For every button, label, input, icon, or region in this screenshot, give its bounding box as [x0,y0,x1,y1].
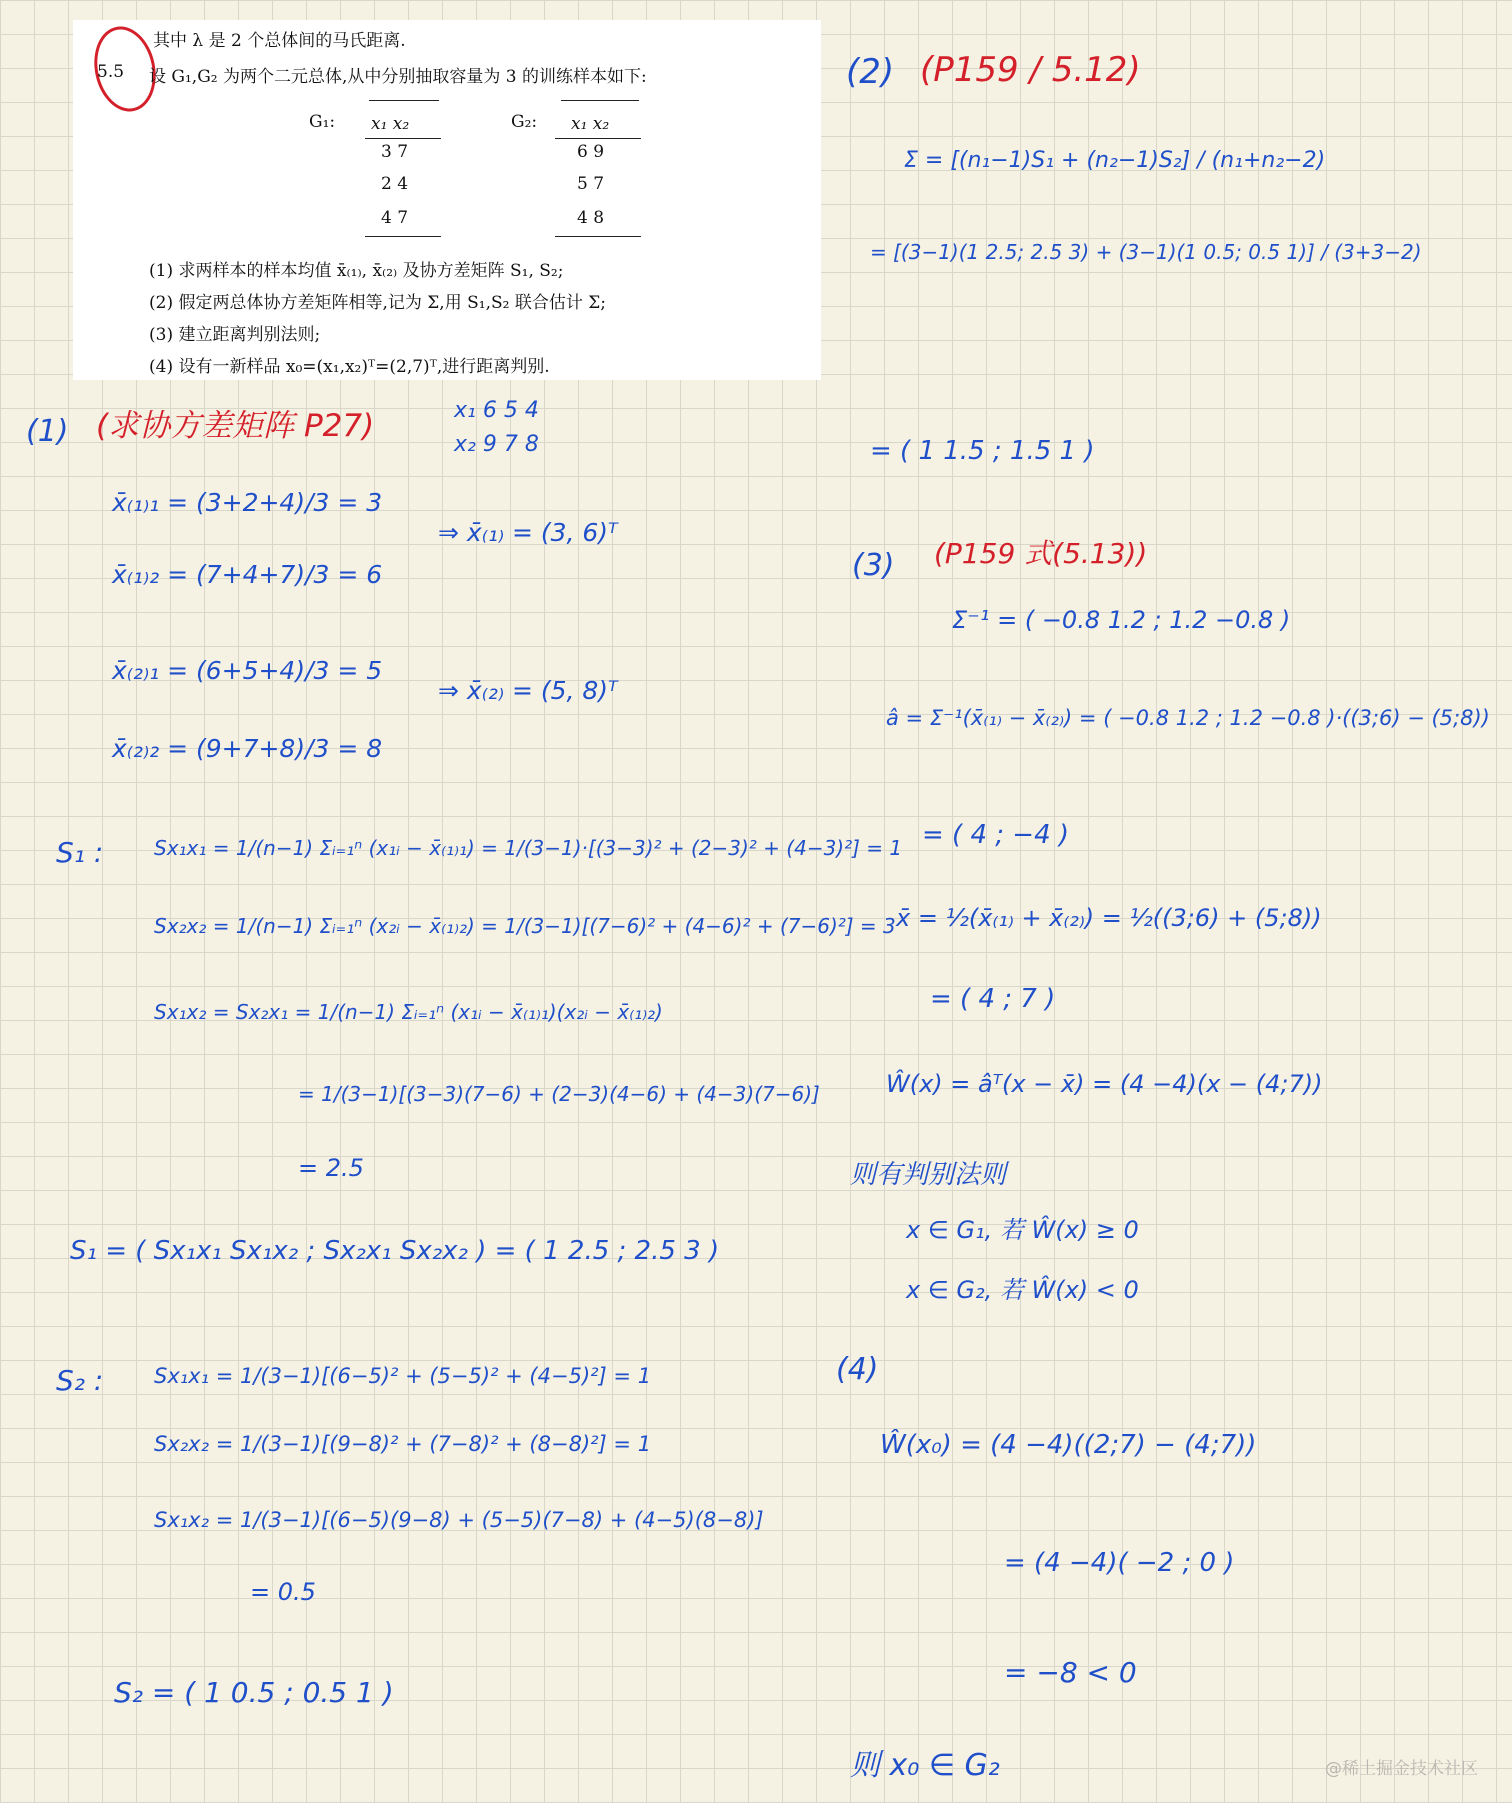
sigma-formula: Σ = [(n₁−1)S₁ + (n₂−1)S₂] / (n₁+n₂−2) [904,148,1326,173]
g2-header: x₁ x₂ [571,114,610,134]
watermark: @稀土掘金技术社区 [1325,1759,1478,1779]
part-1-note: (求协方差矩阵 P27) [96,408,375,444]
question-2: (2) 假定两总体协方差矩阵相等,记为 Σ,用 S₁,S₂ 联合估计 Σ; [149,293,606,313]
rule-g1: x ∈ G₁, 若 Ŵ(x) ≥ 0 [906,1216,1139,1244]
w-x0-step2: = (4 −4)( −2 ; 0 ) [1004,1548,1235,1578]
part-3-label: (3) [852,548,895,583]
s1-sx1x1: Sx₁x₁ = 1/(n−1) Σᵢ₌₁ⁿ (x₁ᵢ − x̄₍₁₎₁) = 1/(3−1)·[(3−3)² + (2−3)² + (4−3)²] = 1 [154,836,903,860]
rule [365,236,441,237]
sigma-result: = ( 1 1.5 ; 1.5 1 ) [870,436,1095,466]
side-x2-values: x₂ 9 7 8 [454,432,539,457]
question-3: (3) 建立距离判别法则; [149,325,321,345]
rule [555,236,641,237]
s2-label: S₂ : [56,1364,104,1397]
g2-row: 6 9 [577,142,605,162]
conclusion: 则 x₀ ∈ G₂ [850,1748,1000,1783]
w-x0-result: = −8 < 0 [1004,1656,1137,1689]
problem-statement: 设 G₁,G₂ 为两个二元总体,从中分别抽取容量为 3 的训练样本如下: [149,67,647,87]
g2-label: G₂: [511,112,538,132]
rule [369,100,439,101]
g2-row: 5 7 [577,174,605,194]
mean-1-vector: ⇒ x̄₍₁₎ = (3, 6)ᵀ [438,518,618,547]
sigma-substitution: = [(3−1)(1 2.5; 2.5 3) + (3−1)(1 0.5; 0.5 1)] / (3+3−2) [870,240,1422,264]
part-2-note: (P159 / 5.12) [920,50,1141,90]
problem-box [73,20,821,380]
s2-sx1x1: Sx₁x₁ = 1/(3−1)[(6−5)² + (5−5)² + (4−5)²] = 1 [154,1364,652,1388]
rule [561,100,639,101]
problem-number: 5.5 [97,62,125,82]
mean-2-vector: ⇒ x̄₍₂₎ = (5, 8)ᵀ [438,676,618,705]
question-1: (1) 求两样本的样本均值 x̄₍₁₎, x̄₍₂₎ 及协方差矩阵 S₁, S₂; [149,261,564,281]
x-bar-result: = ( 4 ; 7 ) [930,984,1056,1014]
part-3-note: (P159 式(5.13)) [934,537,1148,570]
g1-row: 3 7 [381,142,409,162]
s1-sx1x2: Sx₁x₂ = Sx₂x₁ = 1/(n−1) Σᵢ₌₁ⁿ (x₁ᵢ − x̄₍₁₎₁)(x₂ᵢ − x̄₍₁₎₂) [154,1000,663,1024]
s1-sx1x2-result: = 2.5 [298,1154,364,1182]
s2-sx2x2: Sx₂x₂ = 1/(3−1)[(9−8)² + (7−8)² + (8−8)²] = 1 [154,1432,652,1456]
rule [555,138,641,139]
mean-1-1: x̄₍₁₎₁ = (3+2+4)/3 = 3 [112,488,383,517]
w-x0: Ŵ(x₀) = (4 −4)((2;7) − (4;7)) [880,1430,1257,1460]
s2-sx1x2-result: = 0.5 [250,1578,316,1606]
mean-2-1: x̄₍₂₎₁ = (6+5+4)/3 = 5 [112,656,383,685]
g1-label: G₁: [309,112,336,132]
rule-title: 则有判别法则 [850,1160,1007,1190]
g1-header: x₁ x₂ [371,114,410,134]
s2-matrix: S₂ = ( 1 0.5 ; 0.5 1 ) [114,1676,394,1709]
s1-label: S₁ : [56,836,104,869]
sigma-inverse: Σ⁻¹ = ( −0.8 1.2 ; 1.2 −0.8 ) [952,606,1291,634]
part-2-label: (2) [846,52,895,92]
g1-row: 4 7 [381,208,409,228]
s1-sx2x2: Sx₂x₂ = 1/(n−1) Σᵢ₌₁ⁿ (x₂ᵢ − x̄₍₁₎₂) = 1/(3−1)[(7−6)² + (4−6)² + (7−6)²] = 3 [154,914,896,938]
s1-sx1x2-sub: = 1/(3−1)[(3−3)(7−6) + (2−3)(4−6) + (4−3)(7−6)] [298,1082,820,1106]
problem-line0: 其中 λ 是 2 个总体间的马氏距离. [153,31,406,51]
part-4-label: (4) [836,1352,879,1387]
s1-matrix: S₁ = ( Sx₁x₁ Sx₁x₂ ; Sx₂x₁ Sx₂x₂ ) = ( 1 2.5 ; 2.5 3 ) [70,1236,720,1266]
a-hat-result: = ( 4 ; −4 ) [922,820,1070,850]
part-1-label: (1) [26,414,69,449]
g2-row: 4 8 [577,208,605,228]
rule-g2: x ∈ G₂, 若 Ŵ(x) < 0 [906,1276,1139,1304]
x-bar: x̄ = ½(x̄₍₁₎ + x̄₍₂₎) = ½((3;6) + (5;8)) [896,904,1322,932]
mean-2-2: x̄₍₂₎₂ = (9+7+8)/3 = 8 [112,734,383,763]
s2-sx1x2: Sx₁x₂ = 1/(3−1)[(6−5)(9−8) + (5−5)(7−8) + (4−5)(8−8)] [154,1508,764,1532]
side-x1-values: x₁ 6 5 4 [454,398,539,423]
a-hat: â = Σ⁻¹(x̄₍₁₎ − x̄₍₂₎) = ( −0.8 1.2 ; 1.2 −0.8 )·((3;6) − (5;8)) [886,706,1490,730]
question-4: (4) 设有一新样品 x₀=(x₁,x₂)ᵀ=(2,7)ᵀ,进行距离判别. [149,357,550,377]
w-hat: Ŵ(x) = âᵀ(x − x̄) = (4 −4)(x − (4;7)) [886,1070,1323,1098]
mean-1-2: x̄₍₁₎₂ = (7+4+7)/3 = 6 [112,560,383,589]
rule [365,138,441,139]
g1-row: 2 4 [381,174,409,194]
